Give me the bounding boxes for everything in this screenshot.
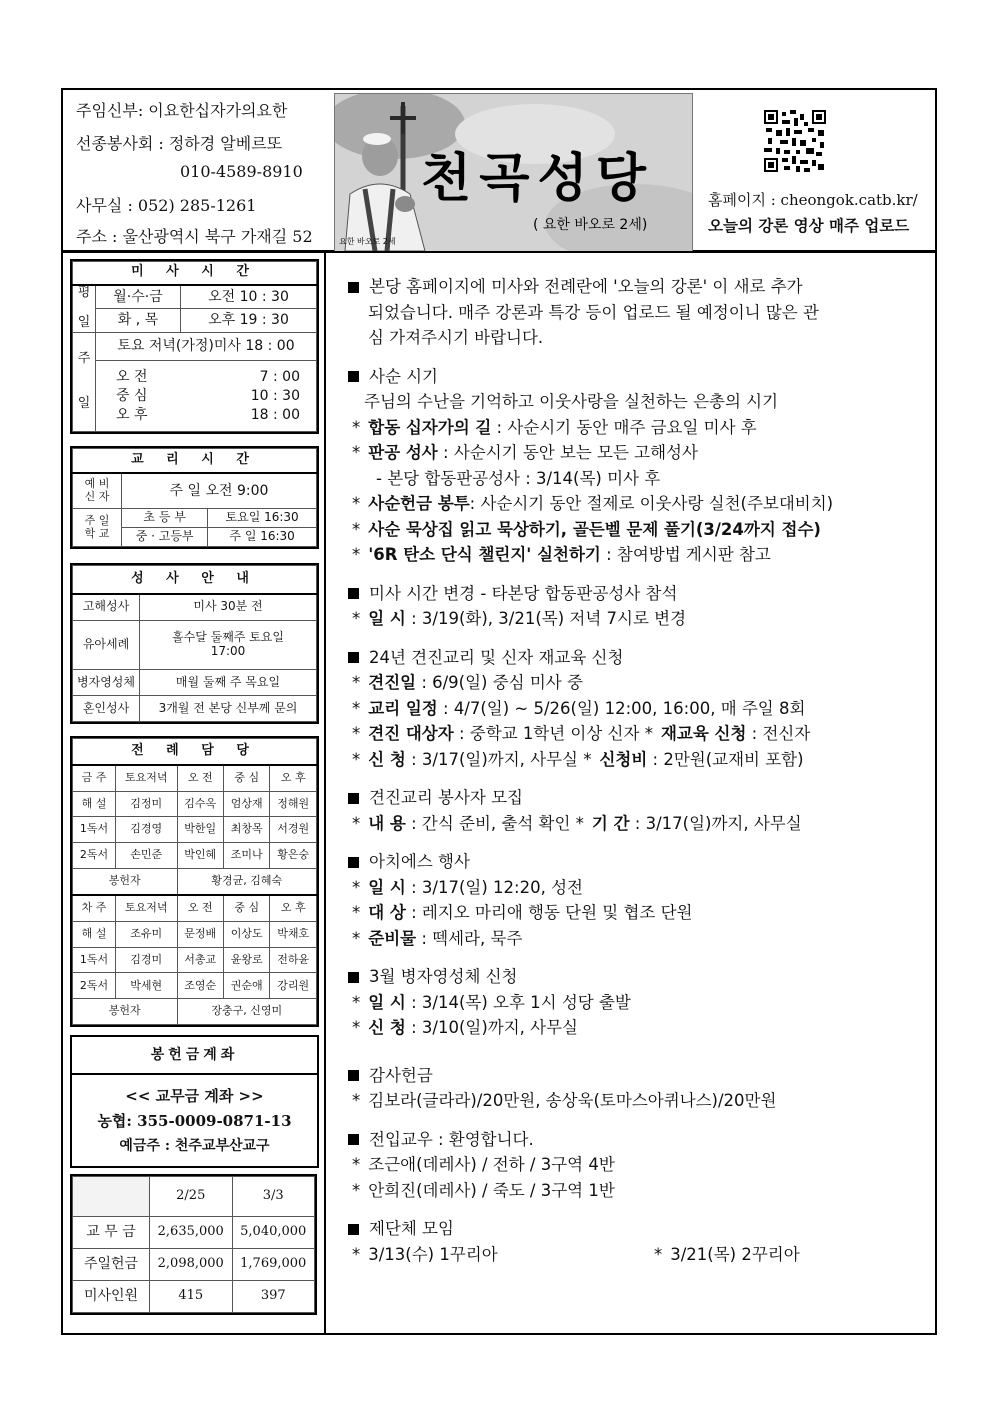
donation-account-holder: 예금주 : 천주교부산교구	[119, 1138, 270, 1154]
star-bullet-icon: *	[352, 928, 361, 948]
liturgy-cell: 박세현	[116, 973, 178, 999]
star-bullet-icon: *	[352, 519, 361, 539]
weekday-row1-time: 오전 10 : 30	[181, 285, 317, 309]
photo-caption: 요한 바오로 2세	[339, 237, 396, 246]
catechism-box	[70, 446, 319, 549]
finance-cell: 5,040,000	[232, 1217, 315, 1249]
sunday-label: 주 일	[73, 333, 96, 432]
liturgy-cell: 1독서	[73, 817, 116, 843]
table-row	[73, 843, 317, 869]
sunday-mass-row: 오 후 18 : 00	[116, 406, 300, 423]
meeting-item: * 3/13(수) 1꾸리아	[352, 1244, 498, 1264]
table-row	[73, 973, 317, 999]
meeting-item: * 3/21(목) 2꾸리아	[654, 1244, 800, 1264]
finance-cell: 415	[150, 1281, 233, 1313]
star-bullet-icon: *	[583, 749, 592, 769]
table-row	[73, 999, 317, 1025]
sacrament-info: 매월 둘째 주 목요일	[140, 670, 317, 696]
star-bullet-icon: *	[352, 417, 361, 437]
liturgy-cell: 서총교	[177, 947, 223, 973]
finance-header-cell: 3/3	[232, 1177, 315, 1217]
liturgy-cell: 해 설	[73, 922, 116, 948]
sacrament-info: 미사 30분 전	[140, 594, 317, 621]
sunday-mass-list	[96, 361, 317, 432]
square-bullet-icon	[348, 588, 359, 599]
finance-header-cell	[73, 1177, 150, 1217]
liturgy-header-cell: 차 주	[73, 895, 116, 922]
list-item: * 김보라(글라라)/20만원, 송상욱(토마스아퀴나스)/20만원	[352, 1091, 777, 1110]
star-bullet-icon: *	[352, 1180, 361, 1200]
table-row	[73, 922, 317, 948]
list-item: * 합동 십자가의 길 : 사순시기 동안 매주 금요일 미사 후	[352, 417, 757, 437]
elementary-label: 초 등 부	[122, 509, 208, 528]
liturgy-cell: 김정미	[116, 791, 178, 817]
section-title-sick-communion: 3월 병자영성체 신청	[342, 964, 932, 990]
table-row	[73, 1217, 315, 1249]
section-title-acies: 아치에스 행사	[342, 849, 932, 875]
sacrament-info: 홀수달 둘째주 토요일 17:00	[140, 620, 317, 670]
patron-subtitle: ( 요한 바오로 2세)	[533, 217, 648, 233]
star-bullet-icon: *	[352, 1244, 361, 1264]
liturgy-cell: 박한일	[177, 817, 223, 843]
sacrament-name: 유아세례	[73, 620, 140, 670]
star-bullet-icon: *	[352, 1091, 361, 1110]
liturgy-cell: 박인혜	[177, 843, 223, 869]
liturgy-header-cell: 오 후	[270, 765, 317, 792]
liturgy-cell: 서경원	[270, 817, 317, 843]
liturgy-cell: 황은숭	[270, 843, 317, 869]
liturgy-cell: 최창목	[223, 817, 269, 843]
liturgy-header-cell: 오 전	[177, 765, 223, 792]
liturgy-cell: 윤왕로	[223, 947, 269, 973]
liturgy-cell: 손민준	[116, 843, 178, 869]
sunday-school-label: 주 일 학 교	[73, 509, 122, 547]
liturgy-cell: 강리원	[270, 973, 317, 999]
liturgy-cell: 해 설	[73, 791, 116, 817]
sacrament-name: 병자영성체	[73, 670, 140, 696]
list-subitem: - 본당 합동판공성사 : 3/14(목) 미사 후	[376, 468, 661, 488]
list-item: * 교리 일정 : 4/7(일) ~ 5/26(일) 12:00, 16:00, 매 주일 8회	[352, 698, 806, 718]
sermon-notice: 오늘의 강론 영상 매주 업로드	[708, 217, 910, 235]
catechumen-label: 예 비 신 자	[73, 473, 122, 509]
mass-times-title: 미 사 시 간	[73, 262, 317, 285]
sunday-mass-row: 중 심 10 : 30	[116, 387, 300, 404]
liturgy-cell: 2독서	[73, 973, 116, 999]
table-row	[73, 868, 317, 895]
table-row	[73, 947, 317, 973]
catechumen-time: 주 일 오전 9:00	[122, 473, 317, 509]
list-item: * 견진 대상자 : 중학교 1학년 이상 신자 * 재교육 신청 : 전신자	[352, 724, 811, 743]
list-item: * 내 용 : 간식 준비, 출석 확인 * 기 간 : 3/17(일)까지, 사무실	[352, 813, 802, 833]
weekday-row2-time: 오후 19 : 30	[181, 309, 317, 333]
offering-label: 봉헌자	[73, 868, 178, 895]
section-title-groups: 제단체 모임	[342, 1216, 932, 1242]
middle-high-time: 주 일 16:30	[208, 528, 317, 547]
liturgy-cell: 엄상재	[223, 791, 269, 817]
section-title-thanksgiving: 감사헌금	[342, 1063, 932, 1089]
council-phone: 010-4589-8910	[180, 162, 303, 181]
offering-names: 황경균, 김혜숙	[177, 868, 317, 895]
finance-cell: 교 무 금	[73, 1217, 150, 1249]
sacrament-name: 고해성사	[73, 594, 140, 621]
star-bullet-icon: *	[575, 813, 584, 833]
liturgy-cell: 2독서	[73, 843, 116, 869]
homepage-url[interactable]: 홈페이지 : cheongok.catb.kr/	[708, 191, 918, 209]
catechism-title: 교 리 시 간	[73, 449, 317, 473]
square-bullet-icon	[348, 793, 359, 804]
address-line: 주소 : 울산광역시 북구 가재길 52	[76, 227, 313, 246]
star-bullet-icon: *	[352, 545, 361, 564]
liturgy-header-cell: 금 주	[73, 765, 116, 792]
sacrament-info: 3개월 전 본당 신부께 문의	[140, 696, 317, 722]
star-bullet-icon: *	[352, 443, 361, 462]
notices-column	[342, 268, 932, 1267]
section-title-lent: 사순 시기	[342, 364, 932, 390]
finance-cell: 397	[232, 1281, 315, 1313]
section-title-newcomers: 전입교우 : 환영합니다.	[342, 1127, 932, 1153]
star-bullet-icon: *	[352, 877, 361, 897]
list-item: * 조근애(데레사) / 전하 / 3구역 4반	[352, 1155, 615, 1174]
star-bullet-icon: *	[352, 698, 361, 718]
liturgy-cell: 전하윤	[270, 947, 317, 973]
middle-high-label: 중 · 고등부	[122, 528, 208, 547]
liturgy-cell: 김수옥	[177, 791, 223, 817]
weekday-row2-days: 화 , 목	[96, 309, 181, 333]
table-row	[73, 817, 317, 843]
liturgy-header-cell: 오 후	[270, 895, 317, 922]
list-item: * 안희진(데레사) / 죽도 / 3구역 1반	[352, 1180, 615, 1200]
section-title-mass-change: 미사 시간 변경 - 타본당 합동판공성사 참석	[342, 581, 932, 607]
office-phone: 사무실 : 052) 285-1261	[76, 196, 257, 215]
square-bullet-icon	[348, 972, 359, 983]
star-bullet-icon: *	[352, 903, 361, 922]
mass-times-box	[70, 259, 319, 434]
donation-account-heading: << 교무금 계좌 >>	[125, 1087, 264, 1105]
finance-cell: 주일헌금	[73, 1249, 150, 1281]
list-item: * 일 시 : 3/17(일) 12:20, 성전	[352, 877, 583, 897]
list-item: * 사순헌금 봉투: 사순시기 동안 절제로 이웃사랑 실천(주보대비치)	[352, 494, 834, 513]
liturgy-cell: 김경미	[116, 947, 178, 973]
liturgy-title: 전 례 담 당	[73, 739, 317, 765]
liturgy-cell: 조유미	[116, 922, 178, 948]
list-item: * 준비물 : 떽세라, 묵주	[352, 928, 523, 948]
pastor-line: 주임신부: 이요한십자가의요한	[76, 101, 288, 120]
liturgy-cell: 정해원	[270, 791, 317, 817]
column-divider	[324, 251, 326, 1335]
square-bullet-icon	[348, 1134, 359, 1145]
square-bullet-icon	[348, 1070, 359, 1081]
section-title-volunteers: 견진교리 봉사자 모집	[342, 785, 932, 811]
liturgy-header-cell: 중 심	[223, 895, 269, 922]
sunday-mass-row: 오 전 7 : 00	[116, 368, 300, 385]
list-item: * 견진일 : 6/9(일) 중심 미사 중	[352, 673, 583, 692]
liturgy-header-cell: 토요저녁	[116, 765, 178, 792]
list-item: * '6R 탄소 단식 챌린지' 실천하기 : 참여방법 게시판 참고	[352, 545, 771, 564]
square-bullet-icon	[348, 857, 359, 868]
offering-label: 봉헌자	[73, 999, 178, 1025]
star-bullet-icon: *	[654, 1244, 663, 1264]
table-row	[73, 791, 317, 817]
list-item: * 신 청 : 3/10(일)까지, 사무실	[352, 1018, 578, 1037]
square-bullet-icon	[348, 652, 359, 663]
star-bullet-icon: *	[352, 813, 361, 833]
star-bullet-icon: *	[644, 724, 653, 743]
liturgy-cell: 1독서	[73, 947, 116, 973]
star-bullet-icon: *	[352, 992, 361, 1012]
square-bullet-icon	[348, 371, 359, 382]
donation-box	[70, 1035, 319, 1168]
table-row	[73, 1249, 315, 1281]
sacraments-title: 성 사 안 내	[73, 566, 317, 594]
finance-box	[70, 1174, 317, 1315]
weekday-label: 평 일	[73, 285, 96, 333]
sacrament-name: 혼인성사	[73, 696, 140, 722]
finance-cell: 2,635,000	[150, 1217, 233, 1249]
donation-account-number[interactable]: 농협: 355-0009-0871-13	[97, 1112, 292, 1130]
parish-banner	[334, 93, 693, 252]
list-item: * 일 시 : 3/14(목) 오후 1시 성당 출발	[352, 992, 631, 1012]
liturgy-header-cell: 중 심	[223, 765, 269, 792]
liturgy-cell: 권순애	[223, 973, 269, 999]
star-bullet-icon: *	[352, 494, 361, 513]
square-bullet-icon	[348, 1224, 359, 1235]
liturgy-box	[70, 736, 319, 1027]
notice-text: 되었습니다. 매주 강론과 특강 등이 업로드 될 예정이니 많은 관	[368, 302, 819, 322]
qr-code[interactable]	[764, 110, 826, 172]
liturgy-cell: 이상도	[223, 922, 269, 948]
star-bullet-icon: *	[352, 1018, 361, 1037]
list-item: * 판공 성사 : 사순시기 동안 보는 모든 고해성사	[352, 443, 698, 462]
liturgy-cell: 김경영	[116, 817, 178, 843]
star-bullet-icon: *	[352, 749, 361, 769]
notice-homepage: 본당 홈페이지에 미사와 전례란에 '오늘의 강론' 이 새로 추가	[342, 274, 932, 300]
list-item: * 사순 묵상집 읽고 묵상하기, 골든벨 문제 풀기(3/24까지 접수)	[352, 519, 821, 539]
finance-header-cell: 2/25	[150, 1177, 233, 1217]
notice-text: 심 가져주시기 바랍니다.	[368, 328, 544, 347]
liturgy-cell: 조영순	[177, 973, 223, 999]
star-bullet-icon: *	[352, 724, 361, 743]
council-line: 선종봉사회 : 정하경 알베르또	[76, 134, 283, 153]
lent-intro: 주님의 수난을 기억하고 이웃사랑을 실천하는 은총의 시기	[364, 392, 779, 411]
sacraments-box	[70, 563, 319, 724]
list-item: * 일 시 : 3/19(화), 3/21(목) 저녁 7시로 변경	[352, 609, 687, 628]
liturgy-cell: 박채호	[270, 922, 317, 948]
square-bullet-icon	[348, 282, 359, 293]
list-item	[342, 1242, 932, 1268]
list-item: * 대 상 : 레지오 마리애 행동 단원 및 협조 단원	[352, 903, 693, 922]
list-item: * 신 청 : 3/17(일)까지, 사무실 * 신청비 : 2만원(교재비 포함)	[352, 749, 804, 769]
finance-cell: 1,769,000	[232, 1249, 315, 1281]
donation-title: 봉헌금계좌	[72, 1037, 317, 1075]
star-bullet-icon: *	[352, 673, 361, 692]
parish-name-title: 천곡성당	[421, 149, 654, 209]
liturgy-cell: 문정배	[177, 922, 223, 948]
section-title-confirmation: 24년 견진교리 및 신자 재교육 신청	[342, 645, 932, 671]
saturday-mass: 토요 저녁(가정)미사 18 : 00	[96, 333, 317, 361]
offering-names: 장충구, 신영미	[177, 999, 317, 1025]
elementary-time: 토요일 16:30	[208, 509, 317, 528]
finance-cell: 2,098,000	[150, 1249, 233, 1281]
liturgy-cell: 조미나	[223, 843, 269, 869]
star-bullet-icon: *	[352, 1155, 361, 1174]
finance-cell: 미사인원	[73, 1281, 150, 1313]
liturgy-header-cell: 토요저녁	[116, 895, 178, 922]
table-row	[73, 1281, 315, 1313]
liturgy-header-cell: 오 전	[177, 895, 223, 922]
star-bullet-icon: *	[352, 609, 361, 628]
weekday-row1-days: 월·수·금	[96, 285, 181, 309]
